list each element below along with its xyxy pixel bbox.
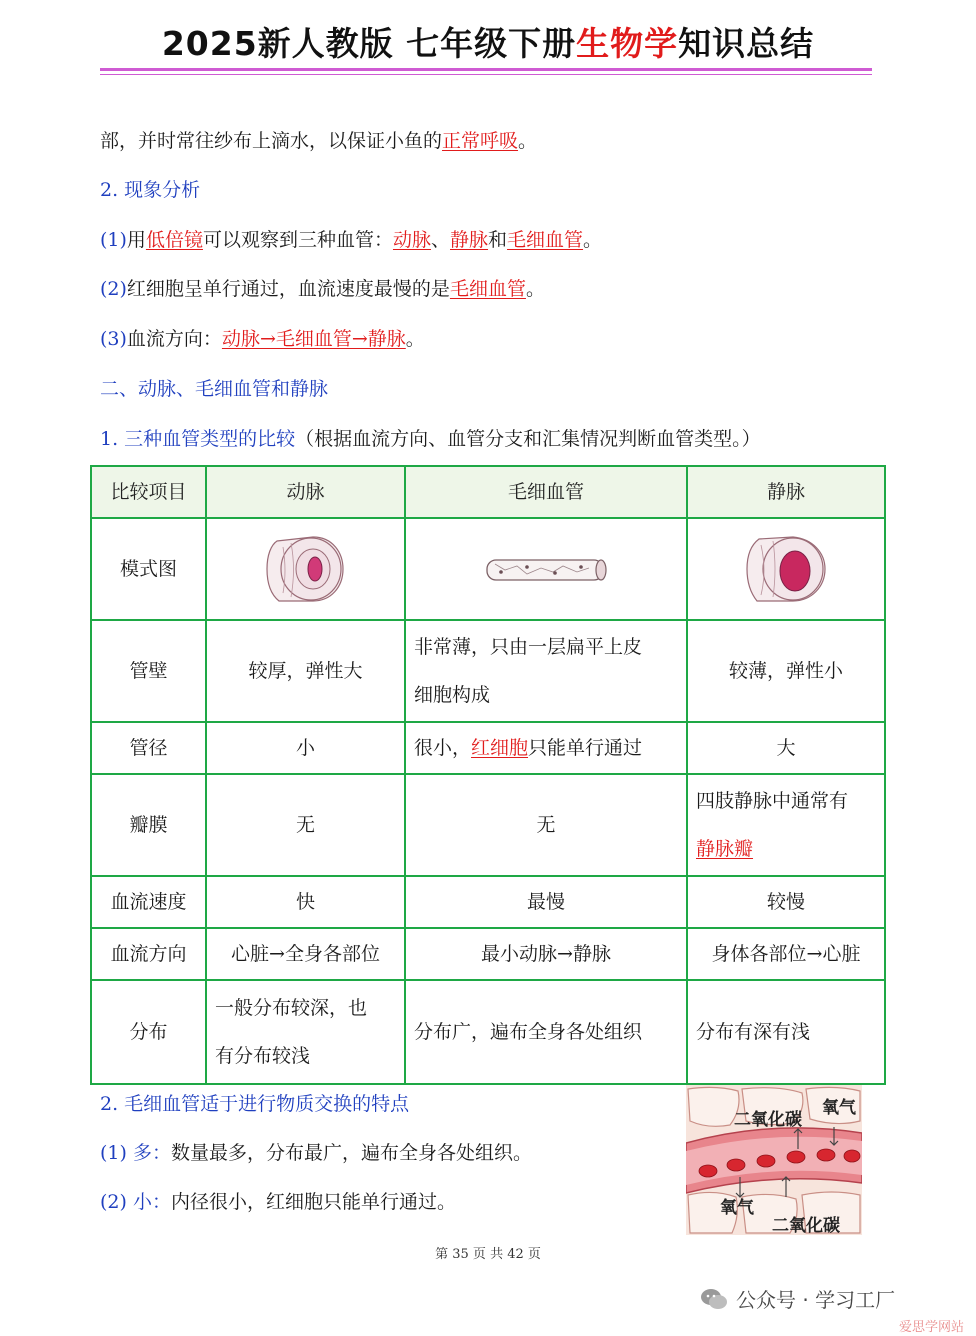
title-highlight: 生物学 [576, 24, 679, 63]
vein-direction: 身体各部位→心脏 [687, 928, 885, 980]
answer-slowest-vessel: 毛细血管 [449, 278, 526, 300]
row-label: 血流速度 [91, 876, 206, 928]
section-heading-phenomenon: 2. 现象分析 [100, 179, 201, 201]
vein-valve: 四肢静脉中通常有 静脉瓣 [687, 774, 885, 876]
header-compare-item: 比较项目 [91, 466, 206, 518]
artery-valve: 无 [206, 774, 405, 876]
header-vein: 静脉 [687, 466, 885, 518]
capillary-diameter: 很小，红细胞只能单行通过 [405, 722, 687, 774]
phenomenon-item-2: (2)红细胞呈单行通过，血流速度最慢的是毛细血管。 [100, 278, 545, 300]
answer-low-power-lens: 低倍镜 [145, 229, 203, 251]
table-row-valve [91, 774, 885, 876]
header-capillary: 毛细血管 [405, 466, 687, 518]
artery-distribution: 一般分布较深，也 有分布较浅 [206, 980, 405, 1084]
page-title [0, 18, 976, 65]
table-row-direction [91, 928, 885, 980]
answer-red-blood-cell: 红细胞 [471, 737, 529, 759]
wechat-icon [700, 1287, 728, 1311]
exchange-point-2: (2) 小：内径很小，红细胞只能单行通过。 [100, 1191, 456, 1213]
answer-venous-valve: 静脉瓣 [696, 838, 754, 860]
vein-cross-section-icon [743, 531, 829, 607]
label-o2-top: 氧气 [822, 1098, 856, 1118]
header-artery: 动脉 [206, 466, 405, 518]
capillary-tube-icon [483, 552, 609, 588]
intro-paragraph: 部，并时常往纱布上滴水，以保证小鱼的正常呼吸。 [100, 130, 538, 152]
table-row-diagram [91, 518, 885, 620]
row-label: 模式图 [91, 518, 206, 620]
artery-direction: 心脏→全身各部位 [206, 928, 405, 980]
artery-wall: 较厚，弹性大 [206, 620, 405, 722]
title-part2: 知识总结 [678, 24, 815, 63]
capillary-valve: 无 [405, 774, 687, 876]
phenomenon-item-1: (1)用低倍镜可以观察到三种血管：动脉、静脉和毛细血管。 [100, 229, 603, 251]
header-rule-thin [100, 74, 872, 75]
vein-diameter: 大 [687, 722, 885, 774]
artery-speed: 快 [206, 876, 405, 928]
compare-heading: 1. 三种血管类型的比较（根据血流方向、血管分支和汇集情况判断血管类型。） [100, 428, 761, 450]
table-row-distribution [91, 980, 885, 1084]
title-part1: 2025新人教版 七年级下册 [161, 24, 577, 63]
answer-capillary: 毛细血管 [507, 229, 584, 251]
table-row-diameter [91, 722, 885, 774]
label-co2-top: 二氧化碳 [734, 1110, 802, 1130]
artery-diagram [206, 518, 405, 620]
capillary-speed: 最慢 [405, 876, 687, 928]
capillary-diagram [405, 518, 687, 620]
vein-wall: 较薄，弹性小 [687, 620, 885, 722]
capillary-distribution: 分布广，遍布全身各处组织 [405, 980, 687, 1084]
page-number: 第 35 页 共 42 页 [435, 1247, 541, 1262]
section-heading-vessels: 二、动脉、毛细血管和静脉 [100, 378, 329, 400]
header-rule-thick [100, 68, 872, 71]
capillary-direction: 最小动脉→静脉 [405, 928, 687, 980]
label-o2-bottom: 氧气 [720, 1198, 754, 1218]
vein-diagram [687, 518, 885, 620]
phenomenon-item-3: (3)血流方向：动脉→毛细血管→静脉。 [100, 328, 425, 350]
row-label: 瓣膜 [91, 774, 206, 876]
row-label: 血流方向 [91, 928, 206, 980]
gas-exchange-diagram [686, 1085, 862, 1235]
answer-artery: 动脉 [392, 229, 431, 251]
table-row-speed [91, 876, 885, 928]
vein-speed: 较慢 [687, 876, 885, 928]
watermark: 爱思学网站 [898, 1320, 964, 1335]
wechat-account: 公众号 · 学习工厂 [700, 1284, 895, 1313]
row-label: 分布 [91, 980, 206, 1084]
capillary-wall: 非常薄，只由一层扁平上皮 细胞构成 [405, 620, 687, 722]
vessel-comparison-table [90, 465, 886, 1085]
answer-flow-direction: 动脉→毛细血管→静脉 [221, 328, 406, 350]
row-label: 管径 [91, 722, 206, 774]
answer-normal-breathing: 正常呼吸 [442, 130, 519, 152]
row-label: 管壁 [91, 620, 206, 722]
label-co2-bottom: 二氧化碳 [772, 1216, 840, 1235]
table-row-wall [91, 620, 885, 722]
table-header-row [91, 466, 885, 518]
artery-diameter: 小 [206, 722, 405, 774]
exchange-point-1: (1) 多：数量最多，分布最广，遍布全身各处组织。 [100, 1142, 532, 1164]
artery-cross-section-icon [263, 531, 349, 607]
vein-distribution: 分布有深有浅 [687, 980, 885, 1084]
answer-vein: 静脉 [450, 229, 489, 251]
exchange-heading: 2. 毛细血管适于进行物质交换的特点 [100, 1093, 410, 1115]
